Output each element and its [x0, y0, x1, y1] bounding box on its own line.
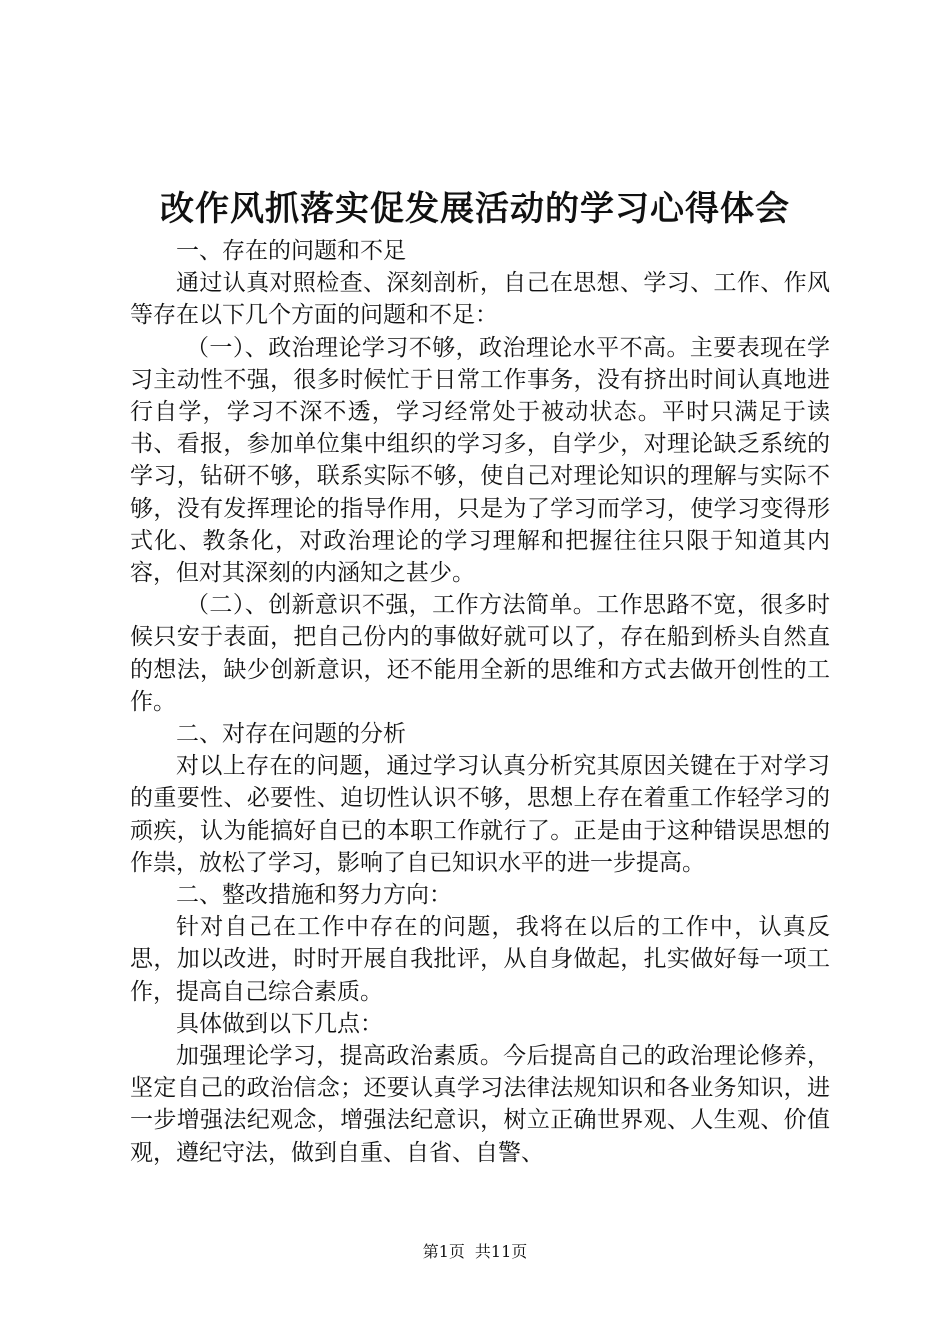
document-title: 改作风抓落实促发展活动的学习心得体会	[160, 189, 790, 229]
page-total: 共11页	[474, 1242, 528, 1261]
paragraph-measures: 针对自己在工作中存在的问题，我将在以后的工作中，认真反思，加以改进，时时开展自我批评，从自身做起，扎实做好每一项工作，提高自己综合素质。	[130, 914, 830, 1005]
paragraph-point-one: （一）、政治理论学习不够，政治理论水平不高。主要表现在学习主动性不强，很多时候忙于日常工作事务，没有挤出时间认真地进行自学，学习不深不透，学习经常处于被动状态。平时只满足于读书、看报，参加单位集中组织的学习多，自学少，对理论缺乏系统的学习，钻研不够，联系实际不够，使自己对理论知识的理解与实际不够，没有发挥理论的指导作用，只是为了学习而学习，使学习变得形式化、教条化，对政治理论的学习理解和把握往往只限于知道其内容，但对其深刻的内涵知之甚少。	[130, 334, 830, 587]
paragraph-specifics-heading: 具体做到以下几点：	[176, 1010, 383, 1037]
paragraph-intro: 通过认真对照检查、深刻剖析，自己在思想、学习、工作、作风等存在以下几个方面的问题和不足：	[130, 270, 830, 329]
section-heading-problems: 一、存在的问题和不足	[176, 238, 406, 264]
page-number: 第1页	[422, 1242, 465, 1261]
paragraph-analysis: 对以上存在的问题，通过学习认真分析究其原因关键在于对学习的重要性、必要性、迫切性认识不够，思想上存在着重工作轻学习的顽疾，认为能搞好自已的本职工作就行了。正是由于这种错误思想的作祟，放松了学习，影响了自已知识水平的进一步提高。	[130, 753, 830, 876]
paragraph-theory-study: 加强理论学习，提高政治素质。今后提高自己的政治理论修养，坚定自己的政治信念；还要认真学习法律法规知识和各业务知识，进一步增强法纪观念，增强法纪意识，树立正确世界观、人生观、价值观，遵纪守法，做到自重、自省、自警、	[130, 1043, 830, 1166]
document-body	[130, 235, 830, 1169]
page-footer	[0, 1242, 950, 1262]
section-heading-measures: 二、整改措施和努力方向：	[176, 882, 452, 909]
section-heading-analysis: 二、对存在问题的分析	[176, 721, 406, 748]
paragraph-point-two: （二）、创新意识不强，工作方法简单。工作思路不宽，很多时候只安于表面，把自己份内的事做好就可以了，存在船到桥头自然直的想法，缺少创新意识，还不能用全新的思维和方式去做开创性的工作。	[130, 592, 830, 715]
